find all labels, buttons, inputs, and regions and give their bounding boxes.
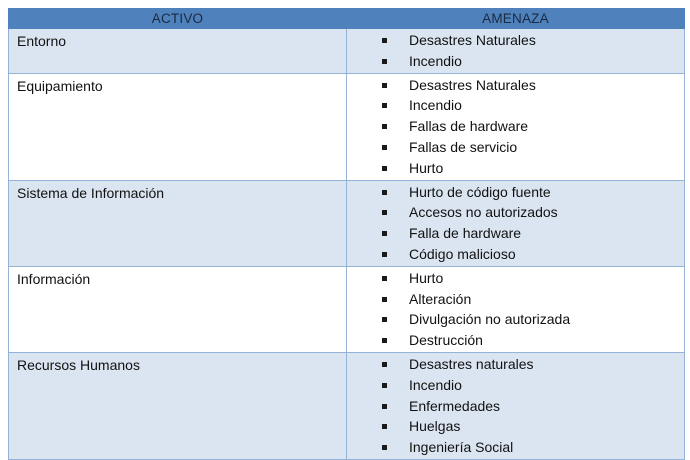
threat-label: Incendio xyxy=(409,52,462,69)
square-bullet-icon xyxy=(382,276,387,281)
amenaza-cell xyxy=(347,29,685,74)
threat-label: Desastres naturales xyxy=(409,355,534,372)
square-bullet-icon xyxy=(382,383,387,388)
threat-list-item xyxy=(347,95,684,116)
square-bullet-icon xyxy=(382,231,387,236)
threat-list-item xyxy=(347,202,684,223)
asset-threat-table xyxy=(8,8,685,460)
threat-label: Alteración xyxy=(409,290,472,307)
threat-label: Desastres Naturales xyxy=(409,32,536,48)
threat-label: Divulgación no autorizada xyxy=(409,311,571,328)
square-bullet-icon xyxy=(382,252,387,257)
threat-list-item xyxy=(347,30,684,51)
threat-list-item xyxy=(347,158,684,179)
square-bullet-icon xyxy=(382,424,387,429)
square-bullet-icon xyxy=(382,297,387,302)
activo-label: Recursos Humanos xyxy=(17,356,140,373)
activo-cell xyxy=(9,73,347,180)
threat-label: Accesos no autorizados xyxy=(409,204,558,221)
table-body xyxy=(9,29,685,460)
threat-list-item xyxy=(347,268,684,289)
threat-list-item xyxy=(347,416,684,437)
amenaza-cell xyxy=(347,73,685,180)
threat-label: Destrucción xyxy=(409,332,483,349)
threat-label: Huelgas xyxy=(409,418,461,435)
header-amenaza: AMENAZA xyxy=(347,9,685,29)
threat-list-item xyxy=(347,116,684,137)
threat-list-item xyxy=(347,75,684,96)
square-bullet-icon xyxy=(382,362,387,367)
square-bullet-icon xyxy=(382,103,387,108)
threat-label: Hurto xyxy=(409,159,444,176)
square-bullet-icon xyxy=(382,445,387,450)
activo-cell xyxy=(9,352,347,459)
threat-list xyxy=(347,29,684,73)
threat-list-item xyxy=(347,309,684,330)
threat-list-item xyxy=(347,354,684,375)
threat-label: Hurto de código fuente xyxy=(409,183,551,200)
threat-list-item xyxy=(347,244,684,265)
square-bullet-icon xyxy=(382,166,387,171)
threat-list-item xyxy=(347,396,684,417)
square-bullet-icon xyxy=(382,59,387,64)
table-row xyxy=(9,266,685,352)
threat-label: Desastres Naturales xyxy=(409,76,536,93)
square-bullet-icon xyxy=(382,210,387,215)
header-activo: ACTIVO xyxy=(9,9,347,29)
activo-label: Equipamiento xyxy=(17,77,103,94)
threat-label: Hurto xyxy=(409,269,444,286)
threat-label: Incendio xyxy=(409,97,462,114)
amenaza-cell xyxy=(347,352,685,459)
amenaza-cell xyxy=(347,266,685,352)
threat-list-item xyxy=(347,375,684,396)
square-bullet-icon xyxy=(382,145,387,150)
activo-label: Información xyxy=(17,270,91,287)
threat-list xyxy=(347,353,684,459)
threat-label: Código malicioso xyxy=(409,245,516,262)
table-row xyxy=(9,29,685,74)
activo-cell xyxy=(9,180,347,266)
table-row xyxy=(9,73,685,180)
square-bullet-icon xyxy=(382,404,387,409)
table-row xyxy=(9,180,685,266)
threat-list-item xyxy=(347,137,684,158)
activo-cell xyxy=(9,29,347,74)
threat-label: Enfermedades xyxy=(409,397,501,414)
square-bullet-icon xyxy=(382,38,387,43)
threat-list xyxy=(347,267,684,352)
activo-label: Entorno xyxy=(17,33,67,49)
threat-list-item xyxy=(347,182,684,203)
activo-label: Sistema de Información xyxy=(17,184,165,201)
threat-list xyxy=(347,181,684,266)
square-bullet-icon xyxy=(382,190,387,195)
header-row xyxy=(9,9,685,29)
activo-cell xyxy=(9,266,347,352)
square-bullet-icon xyxy=(382,338,387,343)
threat-list xyxy=(347,74,684,180)
table-header xyxy=(9,9,685,29)
threat-label: Fallas de servicio xyxy=(409,138,518,155)
threat-label: Fallas de hardware xyxy=(409,118,529,135)
asset-threat-table-container xyxy=(8,8,684,460)
threat-list-item xyxy=(347,51,684,72)
threat-list-item xyxy=(347,330,684,351)
threat-label: Falla de hardware xyxy=(409,225,522,242)
square-bullet-icon xyxy=(382,317,387,322)
threat-label: Incendio xyxy=(409,376,462,393)
table-row xyxy=(9,352,685,459)
threat-list-item xyxy=(347,437,684,458)
square-bullet-icon xyxy=(382,124,387,129)
threat-label: Ingeniería Social xyxy=(409,439,514,456)
threat-list-item xyxy=(347,223,684,244)
amenaza-cell xyxy=(347,180,685,266)
threat-list-item xyxy=(347,289,684,310)
square-bullet-icon xyxy=(382,83,387,88)
